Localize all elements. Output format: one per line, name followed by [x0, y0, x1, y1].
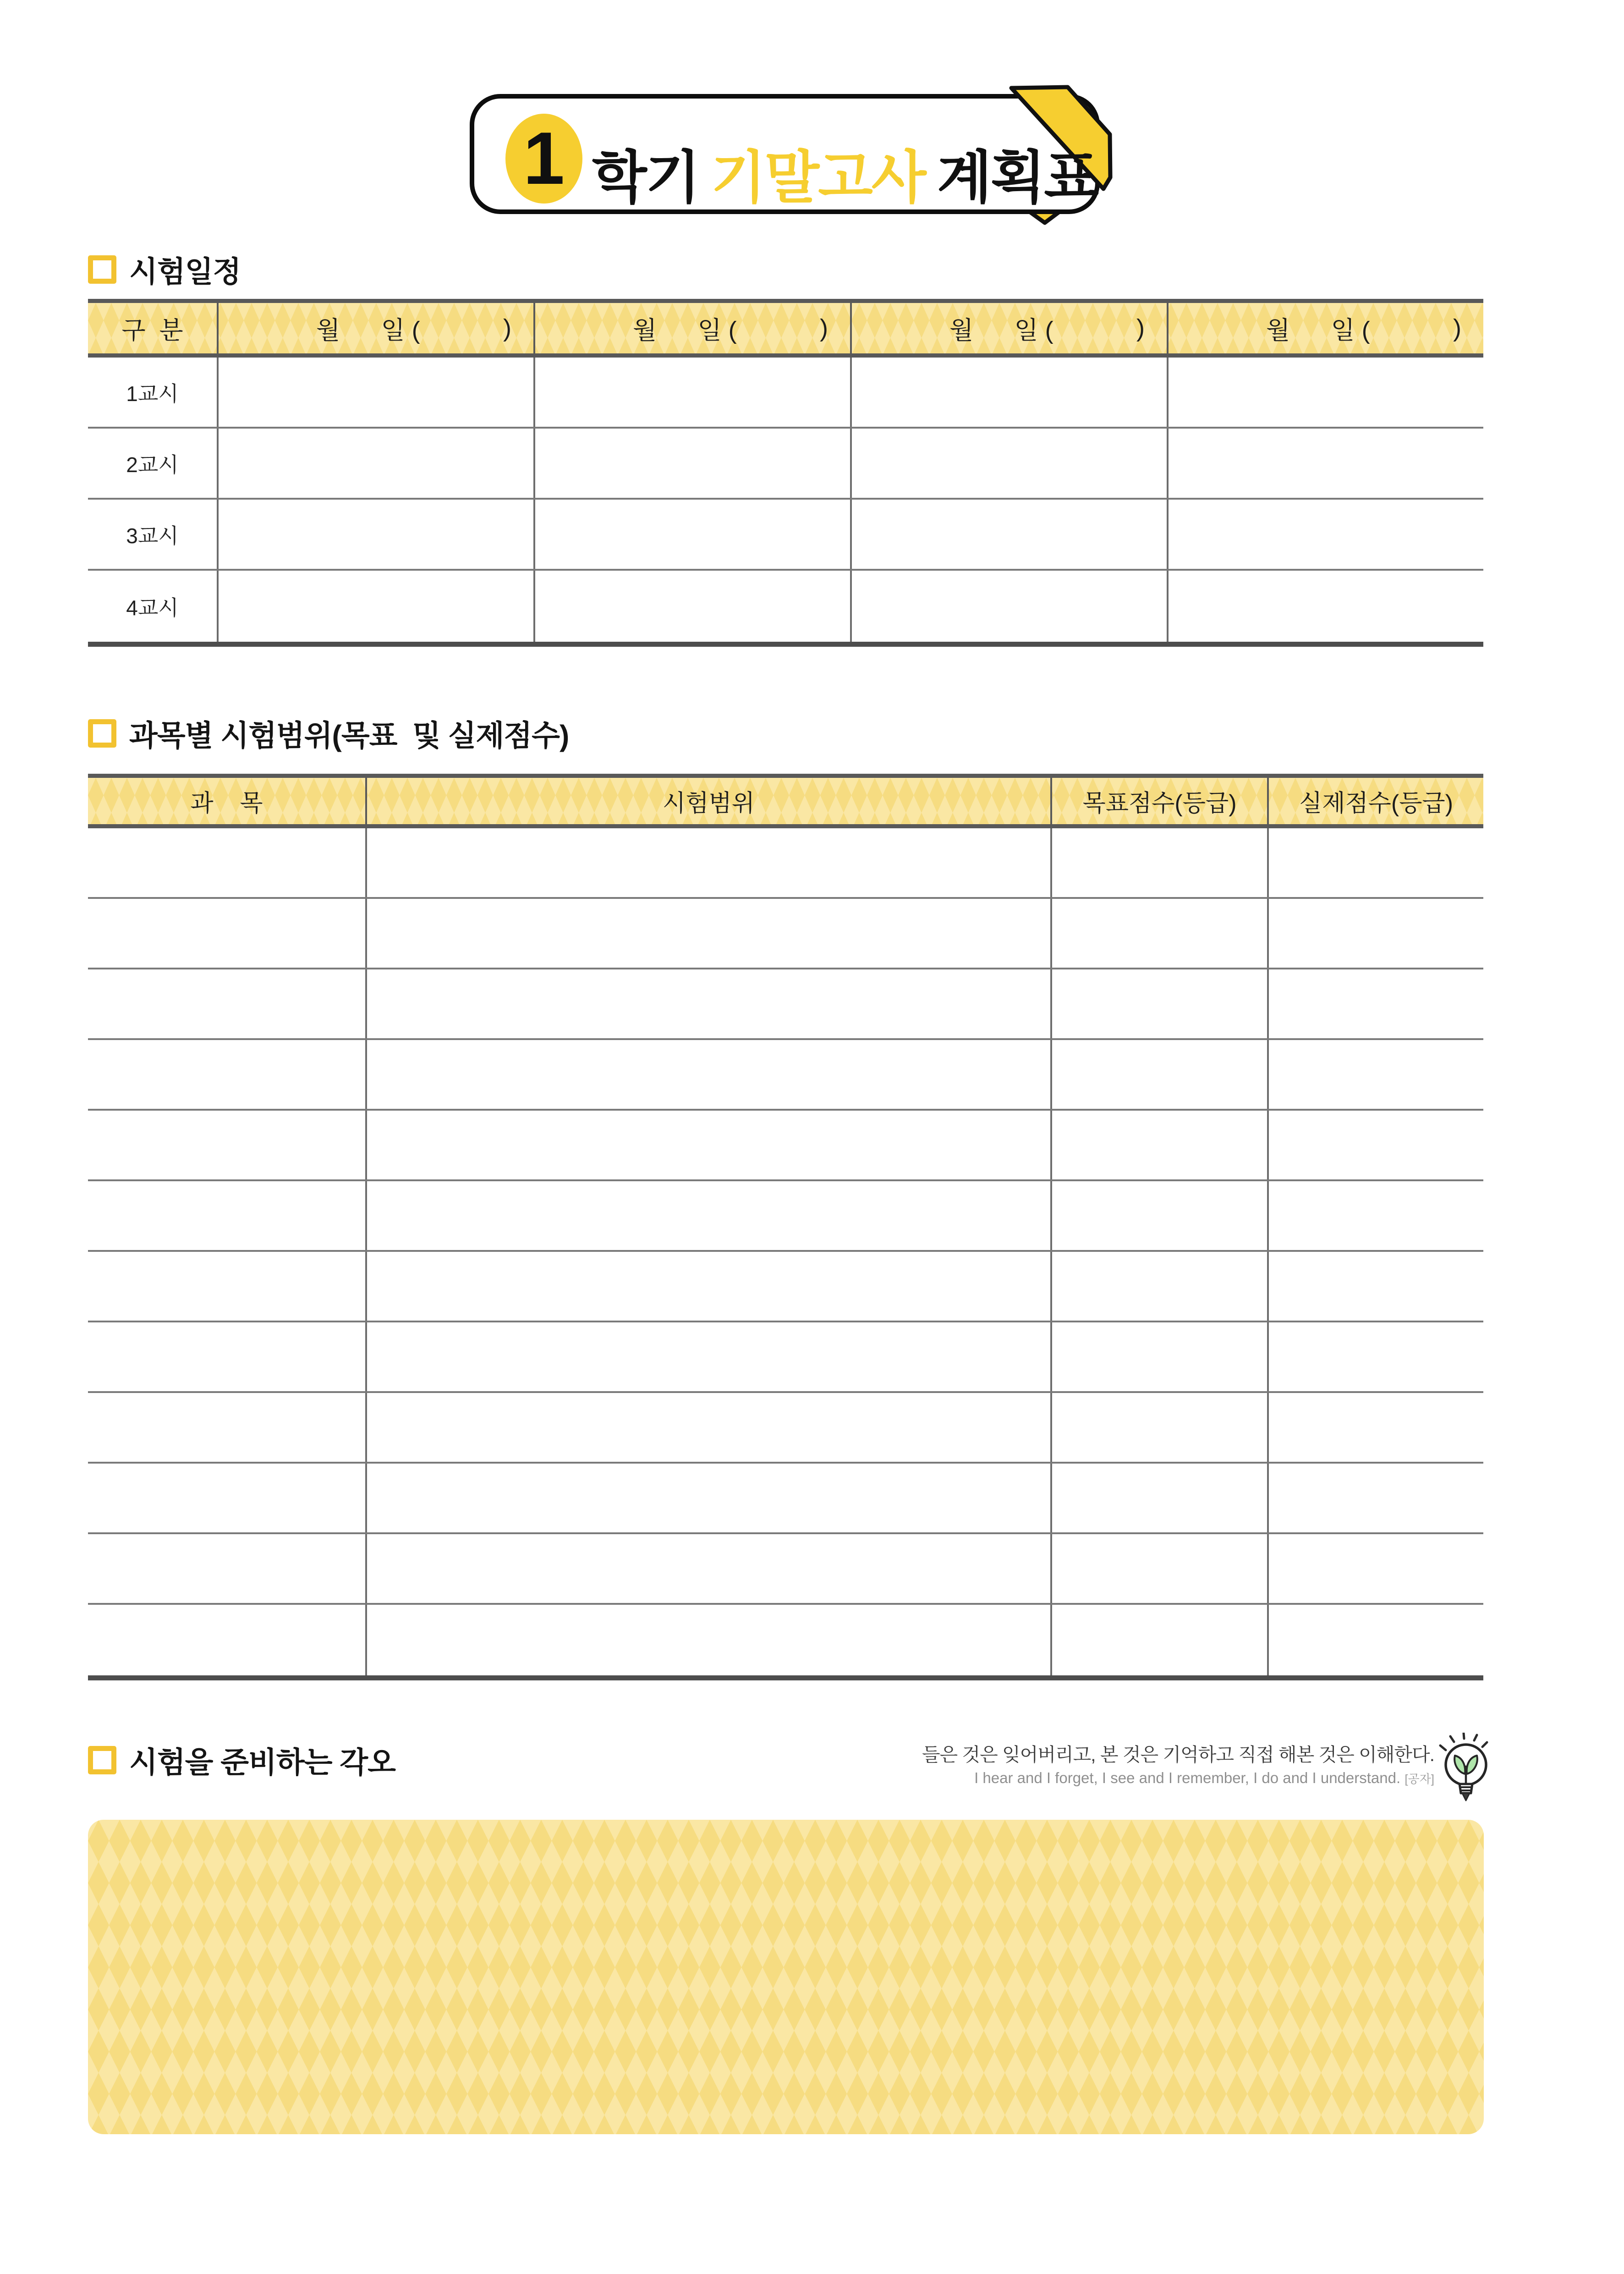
title-part-2: 계획표 [937, 146, 1098, 209]
section-subject-scope-header [88, 717, 569, 750]
checkbox-icon [88, 719, 116, 748]
scope-cell [365, 828, 1050, 897]
month-label: 월 [632, 316, 657, 344]
day-label: 일 ( [1014, 316, 1053, 344]
paren-close-label: ) [1453, 314, 1461, 342]
actual-score-cell [1267, 1252, 1483, 1321]
day-label: 일 ( [697, 316, 737, 344]
period-label: 2교시 [126, 452, 179, 477]
subjects-header-row [88, 774, 1483, 828]
subject-name-cell [88, 1040, 365, 1109]
schedule-row [88, 358, 1483, 429]
schedule-empty-cell [850, 429, 1167, 498]
schedule-empty-cell [217, 358, 533, 427]
schedule-empty-cell [217, 500, 533, 569]
checkbox-icon [88, 255, 116, 284]
period-label-cell [88, 429, 217, 498]
schedule-row [88, 429, 1483, 500]
subject-row [88, 1111, 1483, 1181]
actual-score-col-header [1267, 778, 1483, 824]
section-resolution-header [88, 1744, 395, 1777]
quote-block [550, 1743, 1434, 1789]
subject-row [88, 1040, 1483, 1111]
schedule-empty-cell [533, 571, 850, 642]
schedule-row [88, 500, 1483, 571]
actual-score-cell [1267, 1040, 1483, 1109]
triangle-pattern [88, 1820, 1484, 2134]
period-label-cell [88, 571, 217, 642]
quote-korean: 들은 것은 잊어버리고, 본 것은 기억하고 직접 해본 것은 이해한다. [922, 1744, 1434, 1765]
section-exam-schedule-header [88, 253, 241, 286]
schedule-header-row [88, 299, 1483, 358]
section-title: 과목별 시험범위(목표 및 실제점수) [129, 719, 569, 752]
target-score-cell [1050, 828, 1267, 897]
corner-header-label: 구 분 [121, 316, 183, 344]
subject-row [88, 969, 1483, 1040]
resolution-writing-area [88, 1820, 1484, 2134]
scope-cell [365, 899, 1050, 968]
schedule-empty-cell [850, 500, 1167, 569]
schedule-empty-cell [217, 571, 533, 642]
title-highlight: 기말고사 [711, 146, 925, 209]
subjects-body [88, 828, 1483, 1675]
scope-cell [365, 1393, 1050, 1462]
subject-row [88, 1181, 1483, 1252]
schedule-empty-cell [1167, 429, 1483, 498]
actual-score-cell [1267, 1464, 1483, 1532]
actual-header-label: 실제점수(등급) [1299, 790, 1454, 817]
actual-score-cell [1267, 969, 1483, 1038]
section-title: 시험일정 [129, 255, 241, 288]
subject-name-cell [88, 1534, 365, 1603]
semester-number: 1 [523, 117, 565, 200]
title-part-1: 학기 [592, 146, 699, 209]
subject-name-cell [88, 828, 365, 897]
schedule-corner-header [88, 303, 217, 353]
period-label: 3교시 [126, 523, 179, 548]
month-label: 월 [949, 316, 974, 344]
schedule-body [88, 358, 1483, 642]
subject-row [88, 1605, 1483, 1675]
day-label: 일 ( [1331, 316, 1370, 344]
target-score-cell [1050, 899, 1267, 968]
actual-score-cell [1267, 1393, 1483, 1462]
subject-row [88, 899, 1483, 969]
page-title [592, 132, 1097, 214]
period-label: 4교시 [126, 595, 179, 620]
schedule-date-header [217, 303, 533, 353]
schedule-table [88, 299, 1483, 647]
scope-cell [365, 1605, 1050, 1675]
period-label-cell [88, 500, 217, 569]
subject-row [88, 1534, 1483, 1605]
subject-name-cell [88, 1464, 365, 1532]
schedule-empty-cell [533, 500, 850, 569]
schedule-empty-cell [850, 358, 1167, 427]
scope-cell [365, 1252, 1050, 1321]
scope-cell [365, 1111, 1050, 1179]
scope-col-header [365, 778, 1050, 824]
subject-name-cell [88, 1605, 365, 1675]
actual-score-cell [1267, 828, 1483, 897]
schedule-date-header [850, 303, 1167, 353]
subjects-table [88, 774, 1483, 1680]
quote-attribution: [공자] [1405, 1772, 1434, 1786]
subject-row [88, 1464, 1483, 1534]
schedule-date-header [1167, 303, 1483, 353]
subject-header-label: 과 목 [190, 790, 263, 817]
actual-score-cell [1267, 1534, 1483, 1603]
actual-score-cell [1267, 1322, 1483, 1391]
subject-row [88, 828, 1483, 899]
subject-name-cell [88, 1252, 365, 1321]
schedule-empty-cell [217, 429, 533, 498]
period-label: 1교시 [126, 381, 179, 406]
schedule-empty-cell [1167, 358, 1483, 427]
target-score-cell [1050, 969, 1267, 1038]
subject-col-header [88, 778, 365, 824]
paren-close-label: ) [503, 314, 511, 342]
target-header-label: 목표점수(등급) [1082, 790, 1237, 817]
paren-close-label: ) [819, 314, 828, 342]
target-score-cell [1050, 1605, 1267, 1675]
actual-score-cell [1267, 1605, 1483, 1675]
scope-cell [365, 1040, 1050, 1109]
quote-english [550, 1767, 1434, 1789]
target-score-cell [1050, 1040, 1267, 1109]
title-banner [458, 73, 1191, 248]
target-score-col-header [1050, 778, 1267, 824]
month-label: 월 [316, 316, 340, 344]
checkbox-icon [88, 1746, 116, 1774]
scope-cell [365, 1534, 1050, 1603]
period-label-cell [88, 358, 217, 427]
schedule-empty-cell [1167, 571, 1483, 642]
scope-cell [365, 1181, 1050, 1250]
target-score-cell [1050, 1111, 1267, 1179]
scope-cell [365, 1464, 1050, 1532]
actual-score-cell [1267, 1111, 1483, 1179]
target-score-cell [1050, 1534, 1267, 1603]
actual-score-cell [1267, 899, 1483, 968]
target-score-cell [1050, 1393, 1267, 1462]
target-score-cell [1050, 1464, 1267, 1532]
target-score-cell [1050, 1252, 1267, 1321]
subject-name-cell [88, 969, 365, 1038]
subject-name-cell [88, 899, 365, 968]
scope-cell [365, 969, 1050, 1038]
quote-english-text: I hear and I forget, I see and I remember, I do and I understand. [974, 1769, 1401, 1787]
schedule-empty-cell [533, 358, 850, 427]
paren-close-label: ) [1136, 314, 1145, 342]
day-label: 일 ( [381, 316, 420, 344]
subject-name-cell [88, 1181, 365, 1250]
subject-name-cell [88, 1393, 365, 1462]
subject-name-cell [88, 1322, 365, 1391]
schedule-empty-cell [850, 571, 1167, 642]
lightbulb-sprout-icon [1439, 1733, 1493, 1804]
schedule-date-header [533, 303, 850, 353]
target-score-cell [1050, 1181, 1267, 1250]
schedule-empty-cell [1167, 500, 1483, 569]
subject-name-cell [88, 1111, 365, 1179]
scope-cell [365, 1322, 1050, 1391]
semester-number-badge [505, 114, 582, 204]
subject-row [88, 1322, 1483, 1393]
section-title: 시험을 준비하는 각오 [129, 1746, 395, 1779]
subject-row [88, 1252, 1483, 1322]
schedule-empty-cell [533, 429, 850, 498]
actual-score-cell [1267, 1181, 1483, 1250]
subject-row [88, 1393, 1483, 1464]
month-label: 월 [1266, 316, 1290, 344]
target-score-cell [1050, 1322, 1267, 1391]
schedule-row [88, 571, 1483, 642]
scope-header-label: 시험범위 [663, 790, 755, 817]
